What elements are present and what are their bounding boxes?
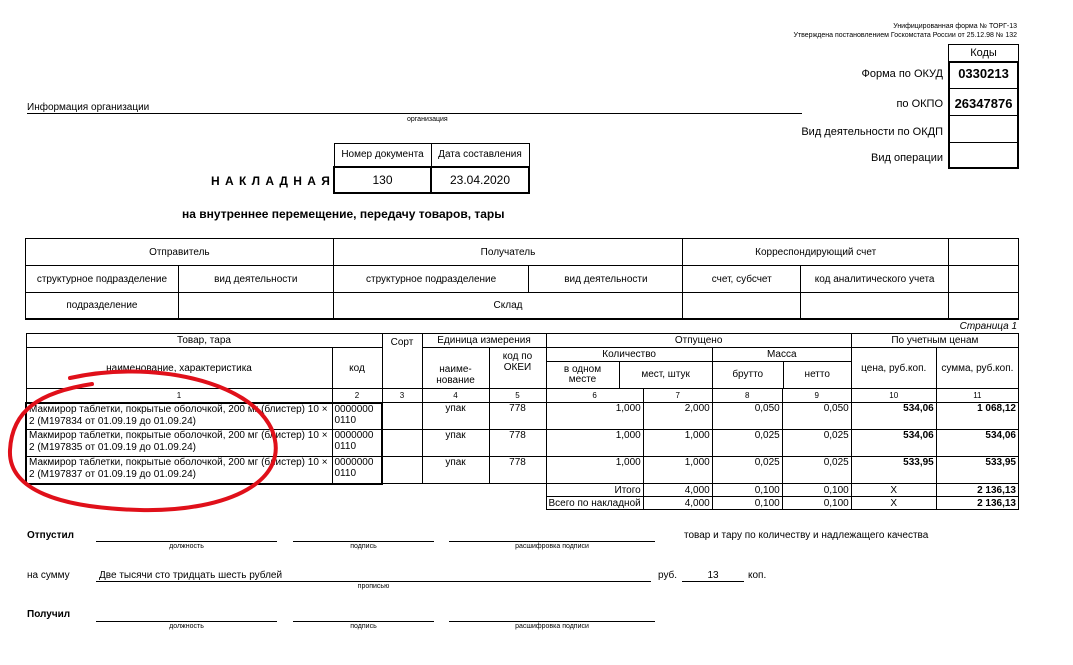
okei-header: код по ОКЕИ — [489, 348, 546, 389]
table-row — [26, 430, 1019, 457]
item-unit: упак — [422, 457, 489, 484]
item-per-place: 1,000 — [546, 403, 643, 430]
item-places: 1,000 — [643, 457, 712, 484]
released-decoding-caption: расшифровка подписи — [515, 543, 589, 550]
item-sum: 533,95 — [936, 457, 1018, 484]
grand-total-row — [26, 497, 1019, 510]
organization-caption: организация — [407, 116, 448, 123]
grand-total-net: 0,100 — [782, 497, 851, 510]
receiver-struct-label: структурное подразделение — [333, 266, 529, 293]
parties-extra-cell — [949, 239, 1019, 266]
sender-activity-label: вид деятельности — [178, 266, 333, 293]
organization-name: Информация организации — [27, 102, 150, 113]
item-price: 534,06 — [851, 403, 936, 430]
gross-header: брутто — [713, 362, 784, 388]
received-label: Получил — [27, 609, 71, 620]
item-net: 0,025 — [782, 430, 851, 457]
unit-name-header: наиме- нование — [422, 348, 489, 389]
form-name: Унифицированная форма № ТОРГ-13 — [893, 23, 1017, 30]
item-net: 0,025 — [782, 457, 851, 484]
goods-quality-text: товар и тару по количеству и надлежащего качества — [684, 530, 929, 541]
item-okei: 778 — [489, 430, 546, 457]
sort-header: Сорт — [382, 334, 422, 389]
sender-struct-label: структурное подразделение — [26, 266, 179, 293]
name-header: наименование, характеристика — [26, 348, 332, 389]
sum-label: на сумму — [27, 570, 70, 581]
item-name: Макмирор таблетки, покрытые оболочкой, 200 мг (блистер) 10 × 2 (М197835 от 01.09.19 до 01.09.24) — [26, 430, 332, 457]
goods-header: Товар, тара — [26, 334, 382, 348]
codes-title: Коды — [970, 47, 997, 59]
item-code: 0000000 0110 — [332, 403, 382, 430]
item-sum: 534,06 — [936, 430, 1018, 457]
sum-header: сумма, руб.коп. — [936, 348, 1018, 389]
account-header: Корреспондирующий счет — [683, 239, 949, 266]
item-sort — [382, 403, 422, 430]
item-places: 2,000 — [643, 403, 712, 430]
okpo-code: 26347876 — [954, 96, 1013, 111]
item-net: 0,050 — [782, 403, 851, 430]
item-unit: упак — [422, 430, 489, 457]
accounting-header: По учетным ценам — [851, 334, 1018, 348]
item-gross: 0,025 — [712, 457, 782, 484]
total-label: Итого — [546, 484, 643, 497]
doc-date-header: Дата составления — [431, 144, 529, 167]
released-header: Отпущено — [546, 334, 851, 348]
doc-number: 130 — [334, 167, 431, 193]
net-header: нетто — [804, 369, 830, 380]
item-sort — [382, 430, 422, 457]
kop-value: 13 — [707, 570, 719, 581]
item-sum: 1 068,12 — [936, 403, 1018, 430]
released-position-caption: должность — [169, 543, 204, 550]
operation-label: Вид операции — [871, 152, 943, 164]
grand-total-label: Всего по накладной — [546, 497, 643, 510]
total-places: 4,000 — [643, 484, 712, 497]
receiver-value: Склад — [333, 293, 683, 319]
rub-label: руб. — [658, 570, 678, 581]
per-place-header: в одном месте — [547, 362, 620, 388]
document-number-table — [333, 143, 530, 194]
sender-unit-value: подразделение — [26, 293, 179, 319]
received-position-caption: должность — [169, 623, 204, 630]
mass-subheader-cell — [712, 348, 851, 389]
item-sort — [382, 457, 422, 484]
subaccount-label: счет, субсчет — [683, 266, 801, 293]
total-net: 0,100 — [782, 484, 851, 497]
okpo-label: по ОКПО — [896, 98, 943, 110]
form-approval: Утверждена постановлением Госкомстата России от 25.12.98 № 132 — [793, 32, 1017, 39]
item-code: 0000000 0110 — [332, 430, 382, 457]
grand-total-sum: 2 136,13 — [936, 497, 1018, 510]
sum-words: Две тысячи сто тридцать шесть рублей — [99, 570, 283, 581]
goods-table — [25, 333, 1019, 510]
grand-total-gross: 0,100 — [712, 497, 782, 510]
received-decoding-caption: расшифровка подписи — [515, 623, 589, 630]
item-okei: 778 — [489, 457, 546, 484]
qty-header: Количество — [547, 348, 712, 362]
item-gross: 0,025 — [712, 430, 782, 457]
item-code: 0000000 0110 — [332, 457, 382, 484]
qty-subheader-cell — [546, 348, 712, 389]
total-row — [26, 484, 1019, 497]
item-unit: упак — [422, 403, 489, 430]
codes-title-cell — [948, 44, 1019, 62]
mass-header: Масса — [713, 348, 851, 362]
total-price: X — [851, 484, 936, 497]
grand-total-places: 4,000 — [643, 497, 712, 510]
item-price: 534,06 — [851, 430, 936, 457]
receiver-activity-label: вид деятельности — [529, 266, 683, 293]
document-title: Н А К Л А Д Н А Я — [211, 174, 331, 188]
received-signature-caption: подпись — [350, 623, 377, 630]
item-per-place: 1,000 — [546, 457, 643, 484]
okud-label: Форма по ОКУД — [861, 68, 943, 80]
released-label: Отпустил — [27, 530, 74, 541]
receiver-header: Получатель — [333, 239, 683, 266]
price-header: цена, руб.коп. — [851, 348, 936, 389]
okdp-label: Вид деятельности по ОКДП — [801, 126, 943, 138]
item-gross: 0,050 — [712, 403, 782, 430]
table-row — [26, 457, 1019, 484]
item-price: 533,95 — [851, 457, 936, 484]
doc-number-header: Номер документа — [334, 144, 431, 167]
item-name: Макмирор таблетки, покрытые оболочкой, 200 мг (блистер) 10 × 2 (М197837 от 01.09.19 до 01.09.24) — [26, 457, 332, 484]
page-label: Страница 1 — [959, 321, 1017, 332]
column-numbers-row: 1 2 3 4 5 6 7 8 9 10 11 — [26, 389, 1019, 403]
total-sum: 2 136,13 — [936, 484, 1018, 497]
item-okei: 778 — [489, 403, 546, 430]
parties-table — [25, 238, 1019, 320]
in-words-caption: прописью — [357, 583, 390, 590]
item-per-place: 1,000 — [546, 430, 643, 457]
grand-total-price: X — [851, 497, 936, 510]
sender-header: Отправитель — [26, 239, 334, 266]
table-row — [26, 403, 1019, 430]
item-name: Макмирор таблетки, покрытые оболочкой, 200 мг (блистер) 10 × 2 (М197834 от 01.09.19 до 01.09.24) — [26, 403, 332, 430]
unit-header: Единица измерения — [422, 334, 546, 348]
released-signature-caption: подпись — [350, 543, 377, 550]
places-header: мест, штук — [641, 369, 690, 380]
code-header: код — [332, 348, 382, 389]
okud-code: 0330213 — [958, 66, 1009, 81]
document-subtitle: на внутреннее перемещение, передачу товаров, тары — [182, 207, 505, 221]
item-places: 1,000 — [643, 430, 712, 457]
analytic-code-label: код аналитического учета — [801, 266, 949, 293]
doc-date: 23.04.2020 — [431, 167, 529, 193]
kop-label: коп. — [748, 570, 767, 581]
total-gross: 0,100 — [712, 484, 782, 497]
